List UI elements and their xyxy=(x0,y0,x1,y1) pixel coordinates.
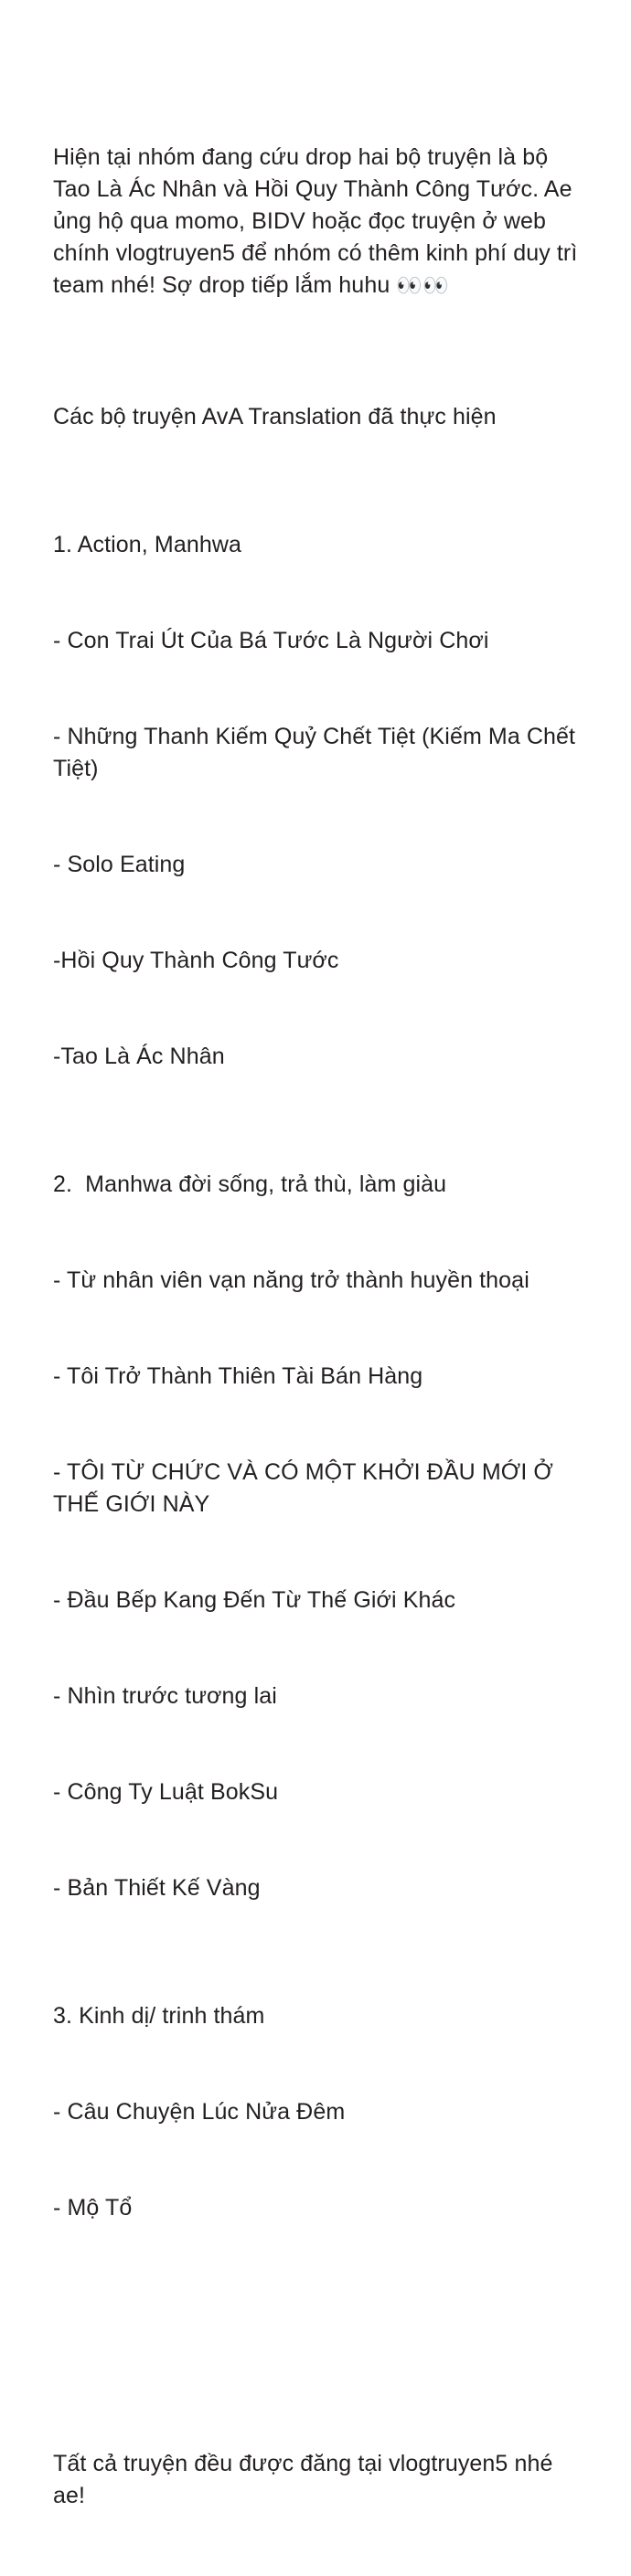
list-item: - TÔI TỪ CHỨC VÀ CÓ MỘT KHỞI ĐẦU MỚI Ở THẾ GIỚI NÀY xyxy=(53,1459,560,1517)
list-item: - Nhìn trước tương lai xyxy=(53,1683,277,1709)
list-item: - Những Thanh Kiếm Quỷ Chết Tiệt (Kiếm Ma Chết Tiệt) xyxy=(53,724,582,781)
list-item: -Tao Là Ác Nhân xyxy=(53,1044,225,1069)
section-heading-2: 2. Manhwa đời sống, trả thù, làm giàu xyxy=(53,1171,447,1197)
eyes-emoji: 👀👀 xyxy=(396,274,449,298)
subtitle-line: Các bộ truyện AvA Translation đã thực hiện xyxy=(53,404,497,429)
intro-text: Hiện tại nhóm đang cứu drop hai bộ truyện là bộ Tao Là Ác Nhân và Hồi Quy Thành Công Tước. Ae ủng hộ qua momo, BIDV hoặc đọc truyện ở web chính vlogtruyen5 để nhóm có thêm kinh phí duy trì team nhé! Sợ drop tiếp lắm huhu xyxy=(53,144,584,298)
list-item: - Mộ Tổ xyxy=(53,2195,133,2221)
list-item: -Hồi Quy Thành Công Tước xyxy=(53,948,339,973)
list-item: - Con Trai Út Của Bá Tước Là Người Chơi xyxy=(53,628,489,653)
footer-note: Tất cả truyện đều được đăng tại vlogtruyen5 nhé ae! xyxy=(53,2451,560,2508)
list-item: - Tôi Trở Thành Thiên Tài Bán Hàng xyxy=(53,1363,423,1389)
section-heading-3: 3. Kinh dị/ trinh thám xyxy=(53,2003,265,2029)
list-item: - Từ nhân viên vạn năng trở thành huyền thoại xyxy=(53,1267,529,1293)
intro-paragraph xyxy=(53,142,584,302)
blank-line-spacer xyxy=(53,2320,580,2352)
section-heading-1: 1. Action, Manhwa xyxy=(53,532,241,557)
list-item: - Solo Eating xyxy=(53,852,186,877)
announcement-text-block xyxy=(53,46,584,2576)
list-item: - Công Ty Luật BokSu xyxy=(53,1779,279,1805)
list-item: - Bản Thiết Kế Vàng xyxy=(53,1875,261,1901)
list-item: - Đầu Bếp Kang Đến Từ Thế Giới Khác xyxy=(53,1587,456,1613)
list-item: - Câu Chuyện Lúc Nửa Đêm xyxy=(53,2099,346,2125)
